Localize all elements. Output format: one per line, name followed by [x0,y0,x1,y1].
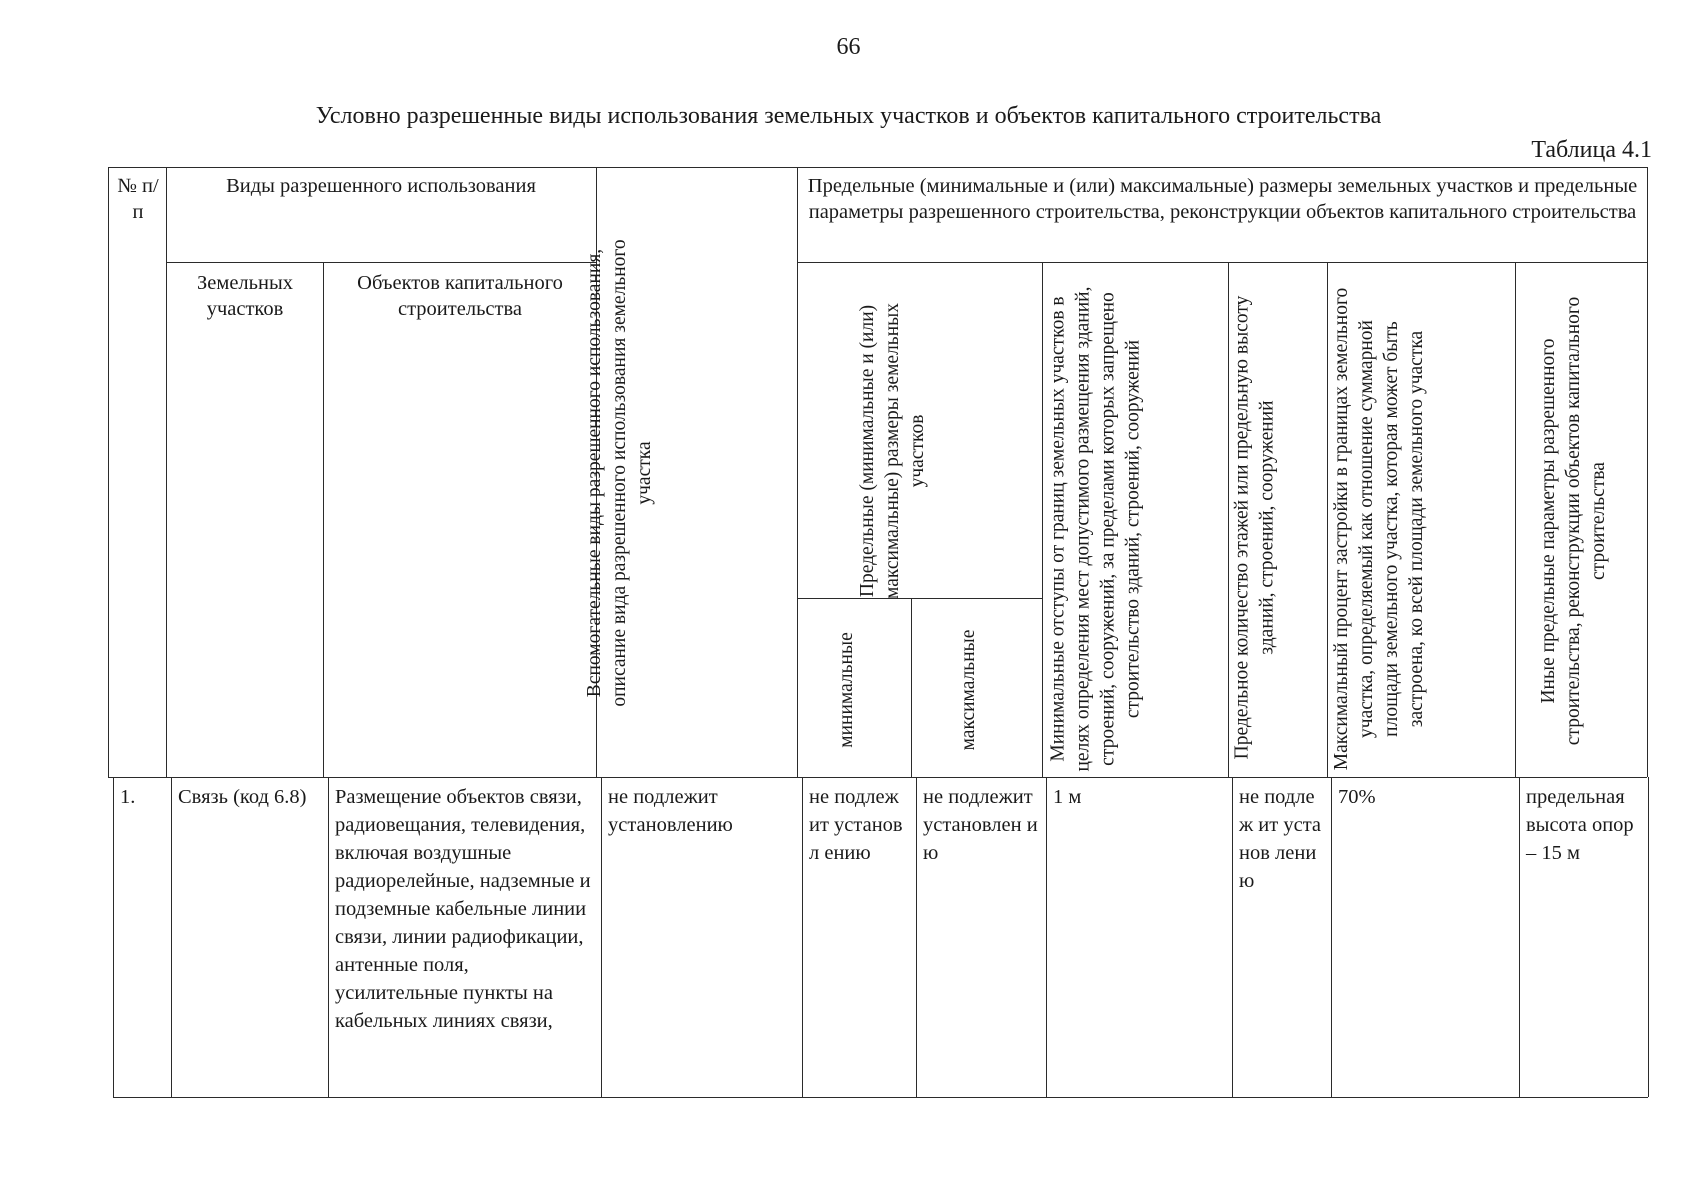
col-border-8 [1327,262,1328,777]
row-auxiliary: не подлежит установлению [608,786,733,836]
row-num: 1. [120,786,136,808]
header-max: максимальные [958,629,979,751]
header-land-plots: Земельных участков [196,272,293,320]
col-border-1 [166,167,167,777]
table-bottom-border [113,1097,1648,1098]
col-border-10 [1647,167,1648,777]
header-other: Иные предельные параметры разрешенного строительства, реконструкции объектов капитального строительства [1538,296,1609,746]
col-border-4 [797,167,798,777]
table-label: Таблица 4.1 [1531,137,1652,163]
row-capital-objects: Размещение объектов связи, радиовещания, телевидения, включая воздушные радиорелейные, надземные и подземные кабельные линии связи, линии радиофикации, антенные поля, усилительные пункты на кабельных линиях связи, [335,786,591,1032]
table-top-border [108,167,1647,168]
row-land-use: Связь (код 6.8) [178,786,307,808]
header-coverage: Максимальный процент застройки в границах земельного участка, определяемый как отношение суммарной площади земельного участка, которая может быть застроена, ко всей площади земельного участка [1331,287,1427,771]
col-border-0 [108,167,109,777]
header-plot-sizes: Предельные (минимальные и (или) максимальные) размеры земельных участков [857,303,928,599]
header-num: № п/п [117,175,159,223]
row-coverage: 70% [1338,786,1376,808]
header-min: минимальные [836,632,857,748]
col-border-6 [1042,262,1043,777]
row-floors: не подлеж ит установ лению [1239,786,1321,892]
col-border-5 [911,598,912,777]
row-max: не подлежит установлен ию [923,786,1038,864]
row-border-0 [113,777,114,1097]
header-limits-group: Предельные (минимальные и (или) максимальные) размеры земельных участков и предельные параметры разрешенного строительства, реконструкции объектов капитального строительства [807,175,1638,223]
col-border-2 [323,262,324,777]
header-divider-types [166,262,596,263]
header-setbacks: Минимальные отступы от границ земельных участков в целях определения мест допустимого размещения зданий, строений, сооружений, за пределами которых запрещено строительство зданий, строений, сооружений [1047,286,1144,772]
row-setbacks: 1 м [1053,786,1082,808]
header-bottom-border [108,777,1647,778]
header-auxiliary: Вспомогательные виды разрешенного использования, описание вида разрешенного использования земельного участка [584,239,655,707]
row-border-8 [1331,777,1332,1097]
page-number: 66 [836,34,861,60]
header-capital-objects: Объектов капитального строительства [357,272,563,320]
header-types-group: Виды разрешенного использования [226,175,536,197]
header-divider-limits [797,262,1647,263]
row-border-1 [171,777,172,1097]
col-border-9 [1515,262,1516,777]
row-min: не подлежит установл ению [809,786,903,864]
row-other: предельная высота опор – 15 м [1526,786,1634,864]
row-border-10 [1648,777,1649,1097]
row-border-6 [1046,777,1047,1097]
header-floors: Предельное количество этажей или предельную высоту зданий, строений, сооружений [1231,295,1278,760]
document-title: Условно разрешенные виды использования земельных участков и объектов капитального строительства [315,103,1382,129]
